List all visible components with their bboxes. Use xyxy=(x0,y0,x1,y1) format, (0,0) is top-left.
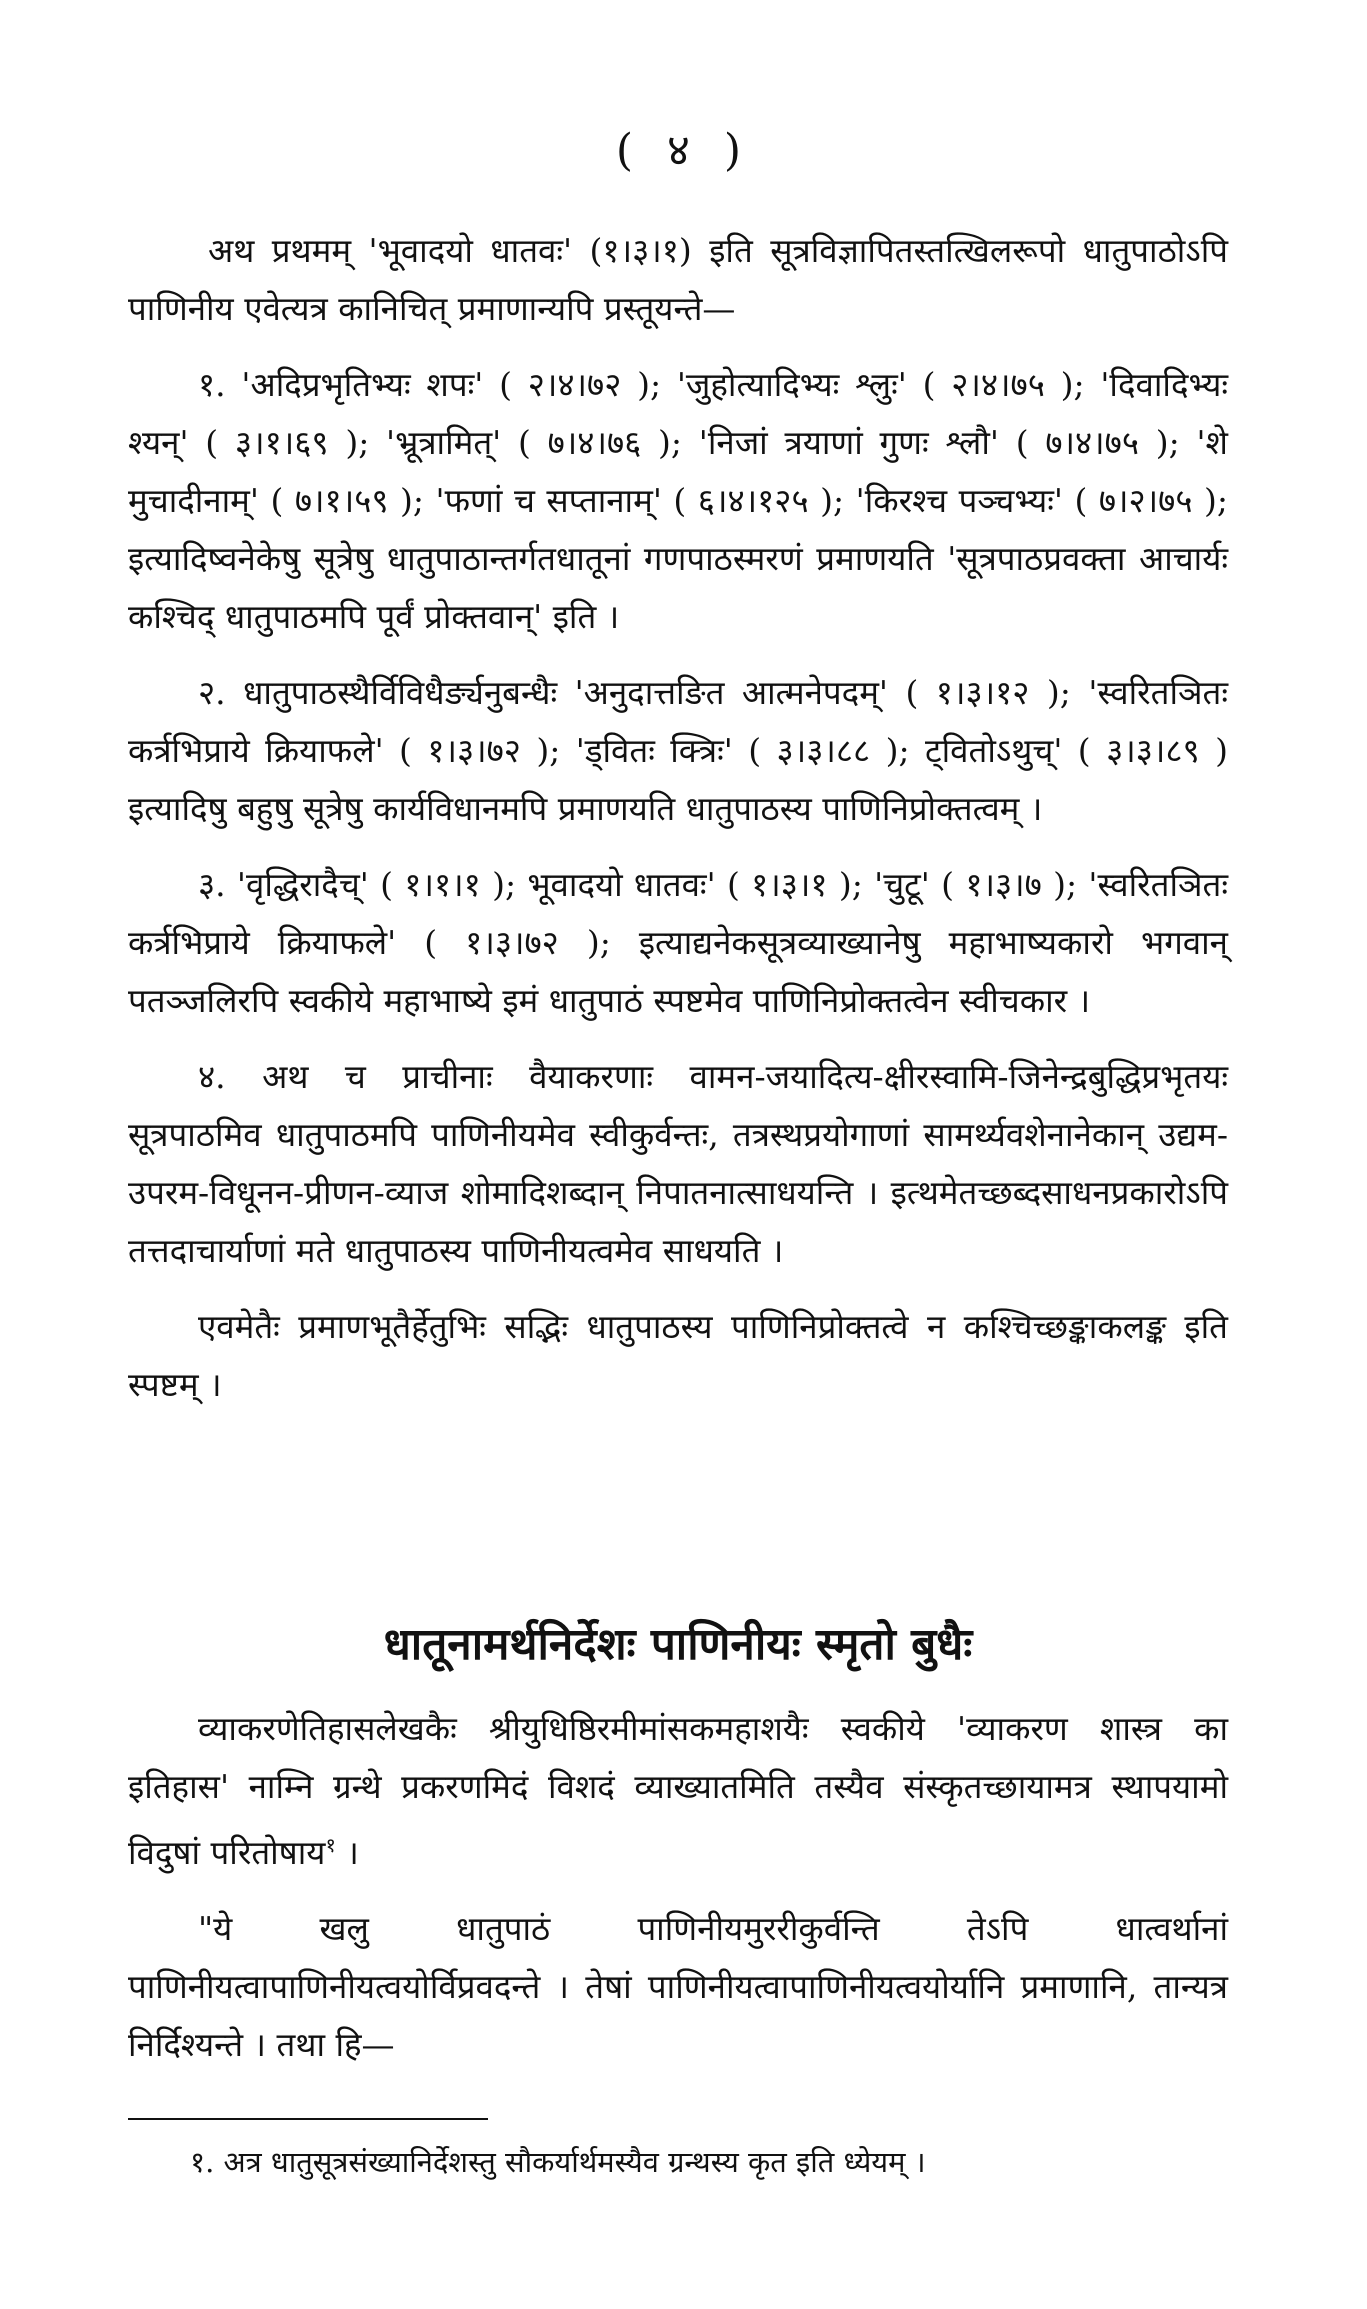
paragraph-history-text: व्याकरणेतिहासलेखकैः श्रीयुधिष्ठिरमीमांसकमहाशयैः स्वकीये 'व्याकरण शास्त्र का इतिहास' नाम्नि ग्रन्थे प्रकरणमिदं विशदं व्याख्यातमिति तस्यैव संस्कृतच्छायामत्र स्थापयामो विदुषां परितोषाय xyxy=(128,1709,1228,1872)
paragraph-point-4: ४. अथ च प्राचीनाः वैयाकरणाः वामन-जयादित्य-क्षीरस्वामि-जिनेन्द्रबुद्धिप्रभृतयः सूत्रपाठमिव धातुपाठमपि पाणिनीयमेव स्वीकुर्वन्तः, तत्रस्थप्रयोगाणां सामर्थ्यवशेनानेकान् उद्यम-उपरम-विधूनन-प्रीणन-व्याज शोमादिशब्दान् निपातनात्साधयन्ति । इत्थमेतच्छब्दसाधनप्रकारोऽपि तत्तदाचार्याणां मते धातुपाठस्य पाणिनीयत्वमेव साधयति । xyxy=(128,1057,1228,1270)
paragraph-conclusion: एवमेतैः प्रमाणभूतैर्हेतुभिः सद्भिः धातुपाठस्य पाणिनिप्रोक्तत्वे न कश्चिच्छङ्काकलङ्क इति स्पष्टम् । xyxy=(128,1307,1228,1404)
paragraph-history xyxy=(128,1700,1228,1882)
paragraph-point-3: ३. 'वृद्धिरादैच्' ( १।१।१ ); भूवादयो धातवः' ( १।३।१ ); 'चुटू' ( १।३।७ ); 'स्वरितञितः कर्त्रभिप्राये क्रियाफले' ( १।३।७२ ); इत्याद्यनेकसूत्रव्याख्यानेषु महाभाष्यकारो भगवान् पतञ्जलिरपि स्वकीये महाभाष्ये इमं धातुपाठं स्पष्टमेव पाणिनिप्रोक्तत्वेन स्वीचकार । xyxy=(128,865,1228,1020)
paragraph-point-2: २. धातुपाठस्थैर्विविधैर्ङ्यनुबन्धैः 'अनुदात्तङित आत्मनेपदम्' ( १।३।१२ ); 'स्वरितञितः कर्त्रभिप्राये क्रियाफले' ( १।३।७२ ); 'ड्वितः क्त्रिः' ( ३।३।८८ ); ट्वितोऽथुच्' ( ३।३।८९ ) इत्यादिषु बहुषु सूत्रेषु कार्यविधानमपि प्रमाणयति धातुपाठस्य पाणिनिप्रोक्तत्वम् । xyxy=(128,673,1228,828)
paragraph-point-1: १. 'अदिप्रभृतिभ्यः शपः' ( २।४।७२ ); 'जुहोत्यादिभ्यः श्लुः' ( २।४।७५ ); 'दिवादिभ्यः श्यन्' ( ३।१।६९ ); 'भ्रूत्रामित्' ( ७।४।७६ ); 'निजां त्रयाणां गुणः श्लौ' ( ७।४।७५ ); 'शे मुचादीनाम्' ( ७।१।५९ ); 'फणां च सप्तानाम्' ( ६।४।१२५ ); 'किरश्च पञ्चभ्यः' ( ७।२।७५ ); इत्यादिष्वनेकेषु सूत्रेषु धातुपाठान्तर्गतधातूनां गणपाठस्मरणं प्रमाणयति 'सूत्रपाठप्रवक्ता आचार्यः कश्चिद् धातुपाठमपि पूर्वं प्रोक्तवान्' इति । xyxy=(128,365,1228,636)
section-text xyxy=(128,1700,1228,2092)
paragraph-intro: अथ प्रथमम् 'भूवादयो धातवः' (१।३।१) इति सूत्रविज्ञापितस्तत्खिलरूपो धातुपाठोऽपि पाणिनीय एवेत्यत्र कानिचित् प्रमाणान्यपि प्रस्तूयन्ते— xyxy=(128,231,1228,328)
page-number: ( ४ ) xyxy=(615,125,752,176)
section-heading: धातूनामर्थनिर्देशः पाणिनीयः स्मृतो बुधैः xyxy=(383,1619,973,1670)
paragraph-quote: "ये खलु धातुपाठं पाणिनीयमुररीकुर्वन्ति तेऽपि धात्वर्थानां पाणिनीयत्वापाणिनीयत्वयोर्विप्रवदन्ते । तेषां पाणिनीयत्वापाणिनीयत्वयोर्यानि प्रमाणानि, तान्यत्र निर्दिश्यन्ते । तथा हि— xyxy=(128,1909,1228,2064)
footnote-marker: १ xyxy=(325,1833,336,1857)
main-text xyxy=(128,222,1228,1432)
footnote: १. अत्र धातुसूत्रसंख्यानिर्देशस्तु सौकर्यार्थमस्यैव ग्रन्थस्य कृत इति ध्येयम् । xyxy=(190,2145,926,2179)
footnote-divider xyxy=(128,2118,488,2120)
paragraph-history-end: । xyxy=(335,1833,359,1872)
